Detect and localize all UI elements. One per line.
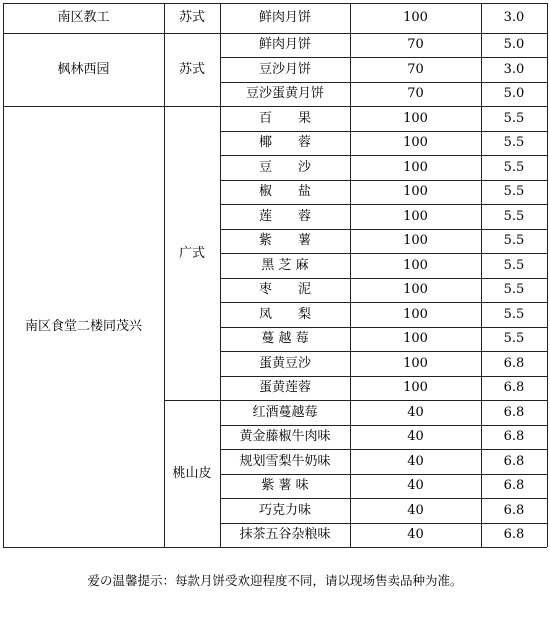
grid-line [220, 3, 221, 547]
item-name-cell: 规划雪梨牛奶味 [239, 453, 331, 469]
item-name-cell: 豆沙蛋黄月饼 [245, 86, 324, 102]
item-name-cell: 紫 薯 味 [261, 478, 309, 494]
grid-line [3, 3, 4, 547]
quantity-cell: 100 [403, 257, 428, 273]
price-cell: 5.5 [503, 282, 525, 298]
price-cell: 6.8 [503, 502, 525, 518]
price-cell: 6.8 [503, 404, 525, 420]
quantity-cell: 100 [403, 208, 428, 224]
item-name-cell: 百 果 [258, 110, 311, 126]
item-name-cell: 莲 蓉 [258, 208, 311, 224]
quantity-cell: 100 [403, 380, 428, 396]
price-cell: 5.5 [503, 184, 525, 200]
grid-line [164, 547, 220, 548]
item-name-cell: 枣 泥 [258, 282, 311, 298]
price-cell: 6.8 [503, 429, 525, 445]
price-cell: 6.8 [503, 453, 525, 469]
price-cell: 5.5 [503, 208, 525, 224]
item-name-cell: 紫 薯 [258, 233, 311, 249]
style-cell: 苏式 [178, 61, 205, 77]
price-cell: 5.5 [503, 159, 525, 175]
quantity-cell: 100 [403, 331, 428, 347]
item-name-cell: 黑 芝 麻 [261, 257, 309, 273]
style-cell: 广式 [178, 245, 205, 261]
price-cell: 6.8 [503, 355, 525, 371]
price-cell: 3.0 [503, 10, 525, 26]
item-name-cell: 蔓 越 莓 [261, 331, 309, 347]
quantity-cell: 100 [403, 306, 428, 322]
quantity-cell: 40 [407, 453, 424, 469]
quantity-cell: 40 [407, 527, 424, 543]
item-name-cell: 豆 沙 [258, 159, 311, 175]
quantity-cell: 70 [407, 61, 424, 77]
grid-line [481, 3, 482, 547]
price-cell: 5.5 [503, 110, 525, 126]
quantity-cell: 40 [407, 429, 424, 445]
location-cell: 南区食堂二楼同茂兴 [24, 319, 142, 334]
grid-line [350, 3, 351, 547]
item-name-cell: 蛋黄莲蓉 [258, 380, 311, 396]
item-name-cell: 鲜肉月饼 [258, 37, 311, 53]
quantity-cell: 100 [403, 233, 428, 249]
grid-line [547, 3, 548, 547]
quantity-cell: 40 [407, 404, 424, 420]
price-cell: 5.5 [503, 331, 525, 347]
quantity-cell: 40 [407, 478, 424, 494]
item-name-cell: 椰 蓉 [258, 135, 311, 151]
quantity-cell: 70 [407, 86, 424, 102]
location-cell: 南区教工 [57, 10, 110, 26]
item-name-cell: 黄金藤椒牛肉味 [239, 429, 331, 445]
item-name-cell: 巧克力味 [258, 502, 311, 518]
style-cell: 桃山皮 [172, 466, 212, 481]
quantity-cell: 40 [407, 502, 424, 518]
item-name-cell: 红酒蔓越莓 [252, 404, 318, 420]
footnote: 爱の温馨提示：每款月饼受欢迎程度不同，请以现场售卖品种为准。 [87, 573, 463, 588]
item-name-cell: 凤 梨 [258, 306, 311, 322]
price-cell: 5.5 [503, 257, 525, 273]
grid-line [164, 3, 165, 547]
quantity-cell: 100 [403, 282, 428, 298]
item-name-cell: 鲜肉月饼 [258, 10, 311, 26]
location-cell: 枫林西园 [57, 61, 110, 77]
quantity-cell: 100 [403, 135, 428, 151]
item-name-cell: 椒 盐 [258, 184, 311, 200]
item-name-cell: 蛋黄豆沙 [258, 355, 311, 371]
style-cell: 苏式 [178, 10, 205, 26]
item-name-cell: 豆沙月饼 [258, 61, 311, 77]
quantity-cell: 100 [403, 110, 428, 126]
price-cell: 5.0 [503, 86, 525, 102]
price-cell: 5.5 [503, 306, 525, 322]
price-cell: 3.0 [503, 61, 525, 77]
price-cell: 6.8 [503, 527, 525, 543]
price-cell: 6.8 [503, 478, 525, 494]
grid-line [3, 547, 164, 548]
quantity-cell: 100 [403, 10, 428, 26]
price-cell: 5.5 [503, 233, 525, 249]
price-cell: 6.8 [503, 380, 525, 396]
price-cell: 5.5 [503, 135, 525, 151]
price-cell: 5.0 [503, 37, 525, 53]
grid-line [220, 547, 547, 548]
quantity-cell: 100 [403, 184, 428, 200]
item-name-cell: 抹茶五谷杂粮味 [239, 527, 331, 543]
quantity-cell: 70 [407, 37, 424, 53]
quantity-cell: 100 [403, 159, 428, 175]
grid-line [3, 3, 547, 4]
quantity-cell: 100 [403, 355, 428, 371]
